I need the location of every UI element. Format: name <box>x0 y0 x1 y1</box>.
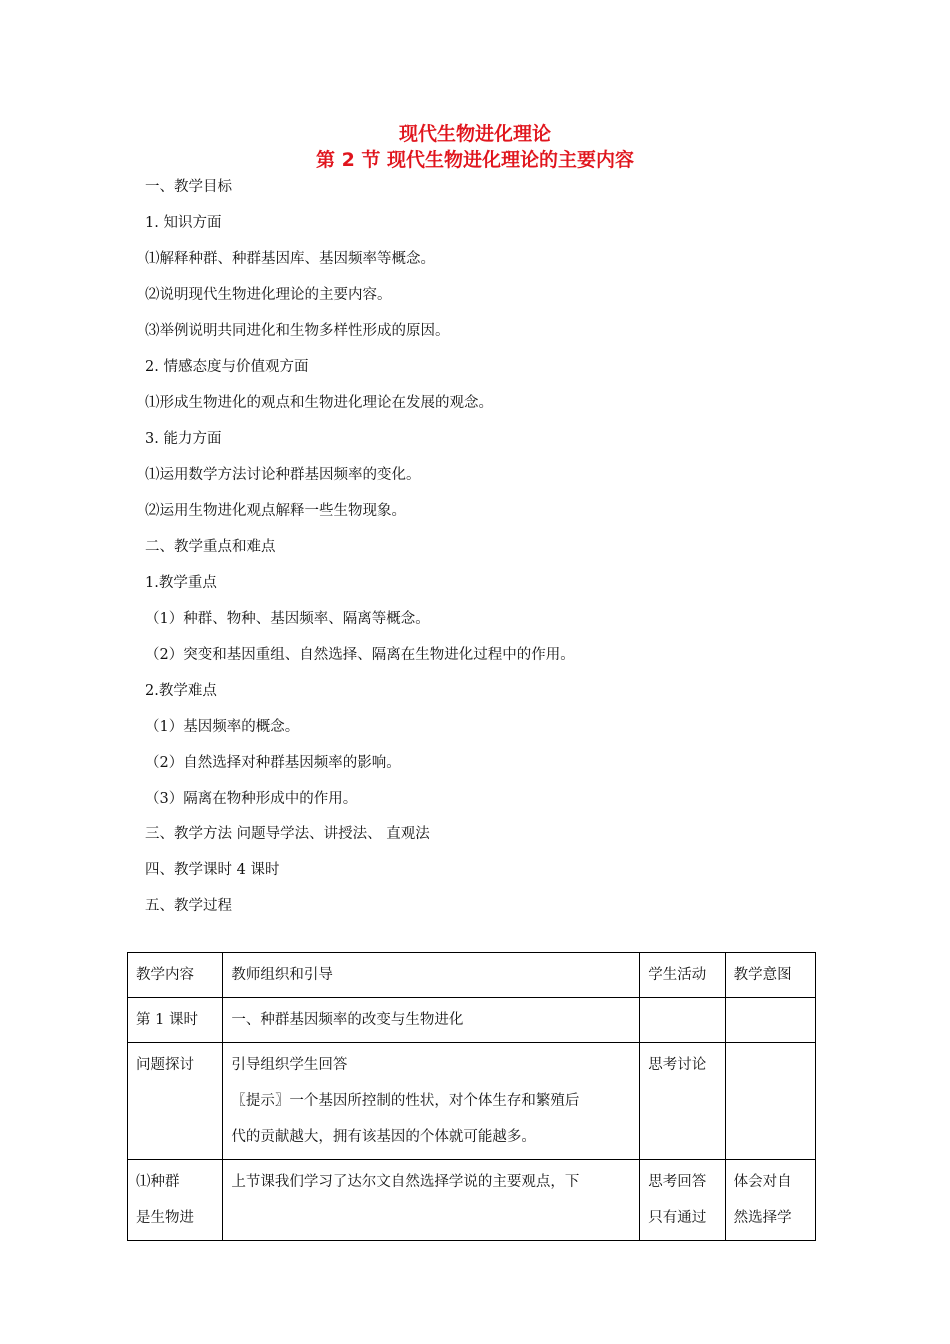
knowledge-item-1: ⑴解释种群、种群基因库、基因频率等概念。 <box>145 251 435 267</box>
row1-student <box>640 998 725 1043</box>
lesson-process-table <box>127 952 816 1241</box>
difficulty-item-2: （2）自然选择对种群基因频率的影响。 <box>145 755 401 771</box>
heading-process: 五、教学过程 <box>145 898 232 914</box>
heading-objectives: 一、教学目标 <box>145 179 232 195</box>
row2-teacher-line: 引导组织学生回答 <box>231 1057 348 1073</box>
row2-student: 思考讨论 <box>640 1043 725 1160</box>
row2-content: 问题探讨 <box>128 1043 223 1160</box>
row3-content-line: 是生物进 <box>136 1210 194 1226</box>
ability-item-1: ⑴运用数学方法讨论种群基因频率的变化。 <box>145 467 421 483</box>
row3-content-line: ⑴种群 <box>136 1174 180 1190</box>
table-row <box>128 998 816 1043</box>
row3-content <box>128 1160 223 1241</box>
table-row <box>128 1160 816 1241</box>
row3-intent-line: 体会对自 <box>733 1174 792 1190</box>
row1-intent <box>725 998 815 1043</box>
header-content: 教学内容 <box>128 953 223 998</box>
table-row <box>128 1043 816 1160</box>
heading-methods: 三、教学方法 问题导学法、讲授法、 直观法 <box>145 826 430 842</box>
section-title: 第 2 节 现代生物进化理论的主要内容 <box>315 149 635 171</box>
subheading-difficulty: 2.教学难点 <box>145 683 217 699</box>
header-teacher: 教师组织和引导 <box>223 953 640 998</box>
subheading-knowledge: 1. 知识方面 <box>145 215 222 231</box>
heading-key-points: 二、教学重点和难点 <box>145 539 276 555</box>
row2-teacher-line: 代的贡献越大，拥有该基因的个体就可能越多。 <box>231 1129 536 1145</box>
document-title: 现代生物进化理论 <box>398 123 551 145</box>
row3-intent <box>725 1160 815 1241</box>
difficulty-item-1: （1）基因频率的概念。 <box>145 719 300 735</box>
subheading-focus: 1.教学重点 <box>145 575 217 591</box>
heading-hours: 四、教学课时 4 课时 <box>145 862 280 878</box>
ability-item-2: ⑵运用生物进化观点解释一些生物现象。 <box>145 503 406 519</box>
row1-content: 第 1 课时 <box>128 998 223 1043</box>
subheading-ability: 3. 能力方面 <box>145 431 222 447</box>
focus-item-2: （2）突变和基因重组、自然选择、隔离在生物进化过程中的作用。 <box>145 647 575 663</box>
header-student: 学生活动 <box>640 953 725 998</box>
row3-student <box>640 1160 725 1241</box>
header-intent: 教学意图 <box>725 953 815 998</box>
knowledge-item-2: ⑵说明现代生物进化理论的主要内容。 <box>145 287 392 303</box>
row3-student-line: 思考回答 <box>648 1174 707 1190</box>
row2-intent <box>725 1043 815 1160</box>
row2-teacher <box>223 1043 640 1160</box>
row3-teacher: 上节课我们学习了达尔文自然选择学说的主要观点，下 <box>223 1160 640 1241</box>
row3-intent-line: 然选择学 <box>733 1210 792 1226</box>
row2-teacher-line: 〖提示〗一个基因所控制的性状，对个体生存和繁殖后 <box>231 1093 580 1109</box>
table-header-row <box>128 953 816 998</box>
focus-item-1: （1）种群、物种、基因频率、隔离等概念。 <box>145 611 430 627</box>
attitude-item-1: ⑴形成生物进化的观点和生物进化理论在发展的观念。 <box>145 395 493 411</box>
row3-student-line: 只有通过 <box>648 1210 707 1226</box>
knowledge-item-3: ⑶举例说明共同进化和生物多样性形成的原因。 <box>145 323 450 339</box>
subheading-attitude: 2. 情感态度与价值观方面 <box>145 359 309 375</box>
difficulty-item-3: （3）隔离在物种形成中的作用。 <box>145 791 358 807</box>
row1-teacher: 一、种群基因频率的改变与生物进化 <box>223 998 640 1043</box>
